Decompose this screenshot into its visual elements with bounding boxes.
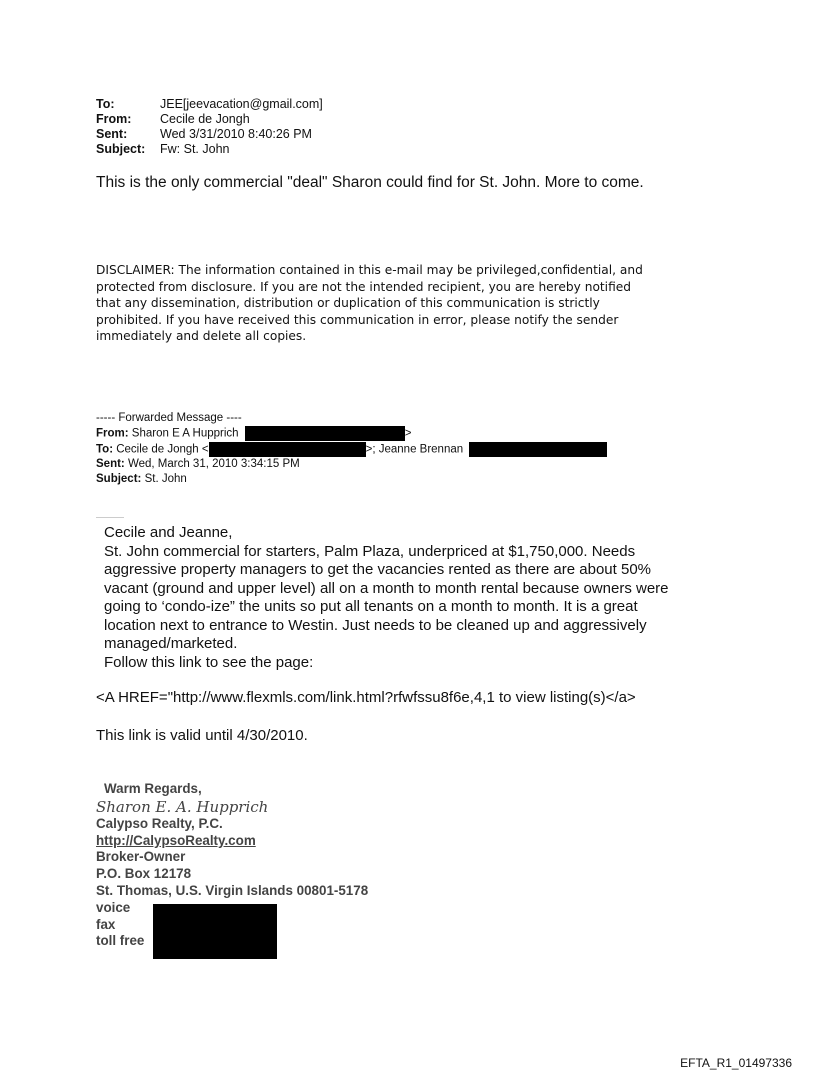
forwarded-header bbox=[96, 411, 656, 487]
forward-to-value-2: >; Jeanne Brennan bbox=[365, 443, 464, 456]
forward-subject-row bbox=[96, 472, 656, 487]
greeting: Cecile and Jeanne, bbox=[104, 524, 233, 541]
disclaimer-line: DISCLAIMER: The information contained in this e-mail may be privileged,confidential, and bbox=[96, 263, 643, 277]
intro-text: This is the only commercial "deal" Sharon could find for St. John. More to come. bbox=[96, 174, 644, 191]
link-valid-note: This link is valid until 4/30/2010. bbox=[96, 727, 308, 744]
message-line: aggressive property managers to get the vacancies rented as there are about 50% bbox=[104, 561, 651, 578]
forward-from-label: From: bbox=[96, 427, 129, 440]
subject-value: Fw: St. John bbox=[160, 142, 230, 156]
company-name: Calypso Realty, P.C. bbox=[96, 815, 223, 831]
message-line: vacant (ground and upper level) all on a month to month rental because owners were bbox=[104, 579, 669, 597]
forward-to-label: To: bbox=[96, 443, 114, 456]
redaction-block bbox=[209, 442, 366, 457]
forward-to-value: Cecile de Jongh < bbox=[116, 443, 209, 456]
forward-from-value: Sharon E A Hupprich bbox=[131, 427, 239, 440]
disclaimer-line: protected from disclosure. If you are not the intended recipient, you are hereby notified bbox=[96, 279, 631, 294]
disclaimer-line: immediately and delete all copies. bbox=[96, 329, 307, 343]
to-label: To: bbox=[96, 97, 115, 111]
listing-link[interactable]: <A HREF="http://www.flexmls.com/link.html?rfwfssu8f6e,4,1 to view listing(s)</a> bbox=[96, 689, 636, 706]
to-value: JEE[jeevacation@gmail.com] bbox=[160, 97, 323, 111]
follow-link-text: Follow this link to see the page: bbox=[104, 653, 314, 671]
forward-sent-value: Wed, March 31, 2010 3:34:15 PM bbox=[127, 458, 300, 471]
company-website-link[interactable]: http://CalypsoRealty.com bbox=[96, 832, 256, 848]
regards: Warm Regards, bbox=[104, 781, 202, 796]
from-value: Cecile de Jongh bbox=[160, 112, 250, 126]
message-line: going to ‘condo-ize” the units so put all tenants on a month to month. It is a great bbox=[104, 598, 638, 615]
message-line: location next to entrance to Westin. Just needs to be cleaned up and aggressively bbox=[104, 616, 647, 634]
address: St. Thomas, U.S. Virgin Islands 00801-5178 bbox=[96, 882, 369, 898]
forward-subject-label: Subject: bbox=[96, 473, 142, 486]
message-line: managed/marketed. bbox=[104, 635, 238, 652]
disclaimer-line: prohibited. If you have received this communication in error, please notify the sender bbox=[96, 312, 619, 327]
forward-to-row bbox=[96, 442, 656, 458]
forward-sent-label: Sent: bbox=[96, 458, 125, 471]
po-box: P.O. Box 12178 bbox=[96, 866, 192, 882]
from-label: From: bbox=[96, 112, 132, 126]
phone-redaction-block bbox=[153, 904, 277, 959]
forward-from-row: From: Sharon E A Hupprich > bbox=[96, 427, 412, 440]
fax-label: fax bbox=[96, 916, 116, 932]
divider bbox=[96, 517, 124, 518]
document-id: EFTA_R1_01497336 bbox=[680, 1056, 792, 1070]
email-header bbox=[96, 97, 416, 159]
signature-handwritten: Sharon E. A. Hupprich bbox=[96, 797, 269, 816]
disclaimer-line: that any dissemination, distribution or duplication of this communication is strictly bbox=[96, 296, 600, 310]
subject-label: Subject: bbox=[96, 142, 146, 156]
forward-subject-value: St. John bbox=[144, 473, 187, 486]
redaction-block bbox=[245, 426, 405, 441]
message-body bbox=[104, 524, 724, 672]
sent-value: Wed 3/31/2010 8:40:26 PM bbox=[160, 127, 312, 141]
message-line: St. John commercial for starters, Palm Plaza, underpriced at $1,750,000. Needs bbox=[104, 542, 636, 560]
forward-sent-row bbox=[96, 457, 656, 472]
forward-marker: ----- Forwarded Message ---- bbox=[96, 412, 242, 424]
sent-label: Sent: bbox=[96, 127, 128, 141]
disclaimer bbox=[96, 262, 736, 345]
job-title: Broker-Owner bbox=[96, 849, 186, 865]
voice-label: voice bbox=[96, 899, 131, 915]
redaction-block bbox=[469, 442, 607, 457]
toll-free-label: toll free bbox=[96, 933, 145, 949]
